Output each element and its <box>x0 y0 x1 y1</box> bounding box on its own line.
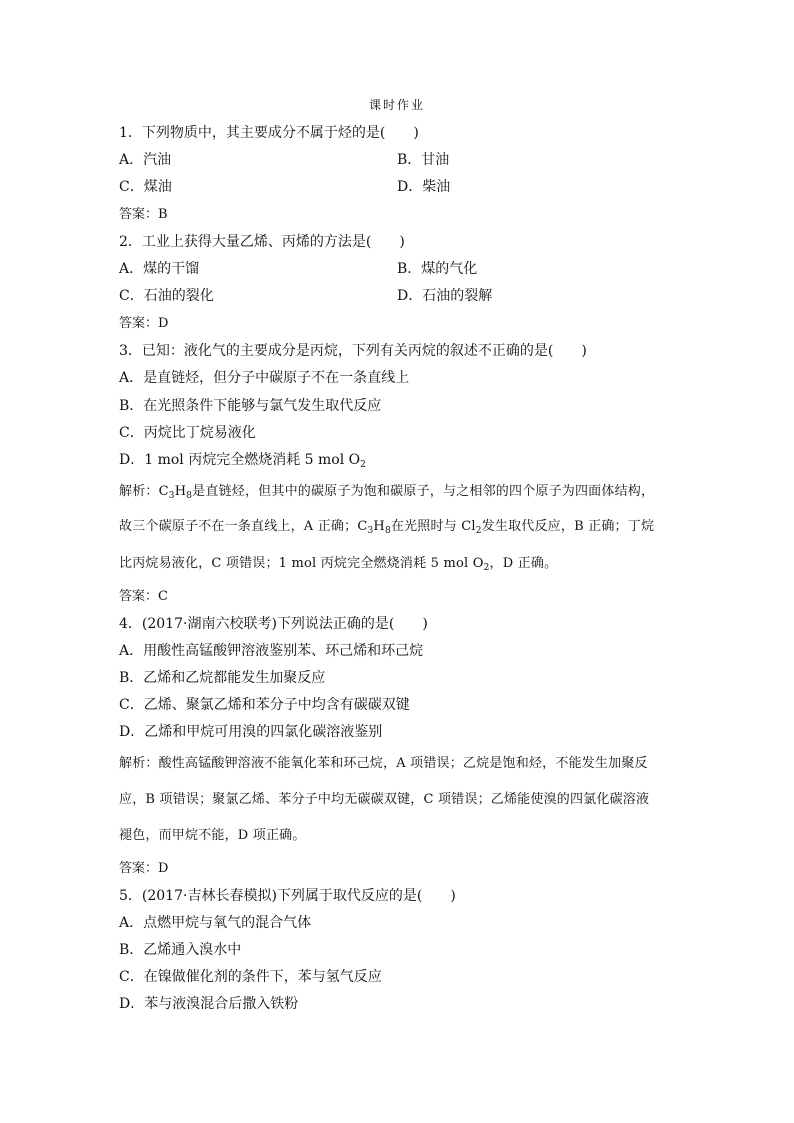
q4-option-d: D．乙烯和甲烷可用溴的四氯化碳溶液鉴别 <box>119 724 383 740</box>
q2-option-d: D．石油的裂解 <box>397 288 493 304</box>
q4-option-b: B．乙烯和乙烷都能发生加聚反应 <box>119 670 326 686</box>
q4-stem: 4．(2017·湖南六校联考)下列说法正确的是( ) <box>119 616 428 632</box>
q1-option-a: A．汽油 <box>119 152 172 168</box>
q2-answer: 答案：D <box>119 316 169 331</box>
q5-option-c: C．在镍做催化剂的条件下，苯与氢气反应 <box>119 969 382 985</box>
q3-option-b: B．在光照条件下能够与氯气发生取代反应 <box>119 398 382 414</box>
q3-option-d: D．1 mol 丙烷完全燃烧消耗 5 mol $O_2$ <box>119 452 366 470</box>
q3-answer: 答案：C <box>119 589 168 604</box>
q5-option-d: D．苯与液溴混合后撒入铁粉 <box>119 996 299 1012</box>
q1-option-b: B．甘油 <box>397 152 450 168</box>
q4-explanation-line-1: 解析：酸性高锰酸钾溶液不能氧化苯和环己烷，A 项错误；乙烷是饱和烃，不能发生加聚反 <box>119 756 648 771</box>
q1-stem: 1．下列物质中，其主要成分不属于烃的是( ) <box>119 125 419 141</box>
q5-option-a: A．点燃甲烷与氧气的混合气体 <box>119 915 312 931</box>
q2-option-a: A．煤的干馏 <box>119 261 200 277</box>
q1-answer: 答案：B <box>119 207 168 222</box>
q3-explanation-line-3: 比丙烷易液化，C 项错误；1 mol 丙烷完全燃烧消耗 5 mol $O_2$，D 正确。 <box>119 556 558 573</box>
q1-option-d: D．柴油 <box>397 179 451 195</box>
q4-option-a: A．用酸性高锰酸钾溶液鉴别苯、环己烯和环己烷 <box>119 643 424 659</box>
q4-explanation-line-2: 应，B 项错误；聚氯乙烯、苯分子中均无碳碳双键，C 项错误；乙烯能使溴的四氯化碳溶液 <box>119 792 650 807</box>
q4-explanation-line-3: 褪色，而甲烷不能，D 项正确。 <box>119 828 306 843</box>
q3-option-a: A．是直链烃，但分子中碳原子不在一条直线上 <box>119 370 410 386</box>
q3-option-c: C．丙烷比丁烷易液化 <box>119 425 256 441</box>
q4-option-c: C．乙烯、聚氯乙烯和苯分子中均含有碳碳双键 <box>119 697 410 713</box>
q4-answer: 答案：D <box>119 861 169 876</box>
q2-option-c: C．石油的裂化 <box>119 288 214 304</box>
q3-explanation-line-2: 故三个碳原子不在一条直线上，A 正确；$C_3H_8$在光照时与 $Cl_2$发生取代反应，B 正确；丁烷 <box>119 519 655 536</box>
q1-option-c: C．煤油 <box>119 179 172 195</box>
q2-stem: 2．工业上获得大量乙烯、丙烯的方法是( ) <box>119 234 405 250</box>
q5-option-b: B．乙烯通入溴水中 <box>119 942 242 958</box>
q3-explanation-line-1: 解析：$C_3H_8$是直链烃，但其中的碳原子为饱和碳原子，与之相邻的四个原子为四面体结构， <box>119 484 655 501</box>
q3-stem: 3．已知：液化气的主要成分是丙烷，下列有关丙烷的叙述不正确的是( ) <box>119 343 587 359</box>
q5-stem: 5．(2017·吉林长春模拟)下列属于取代反应的是( ) <box>119 888 456 904</box>
q2-option-b: B．煤的气化 <box>397 261 478 277</box>
page-title: 课时作业 <box>368 98 425 112</box>
